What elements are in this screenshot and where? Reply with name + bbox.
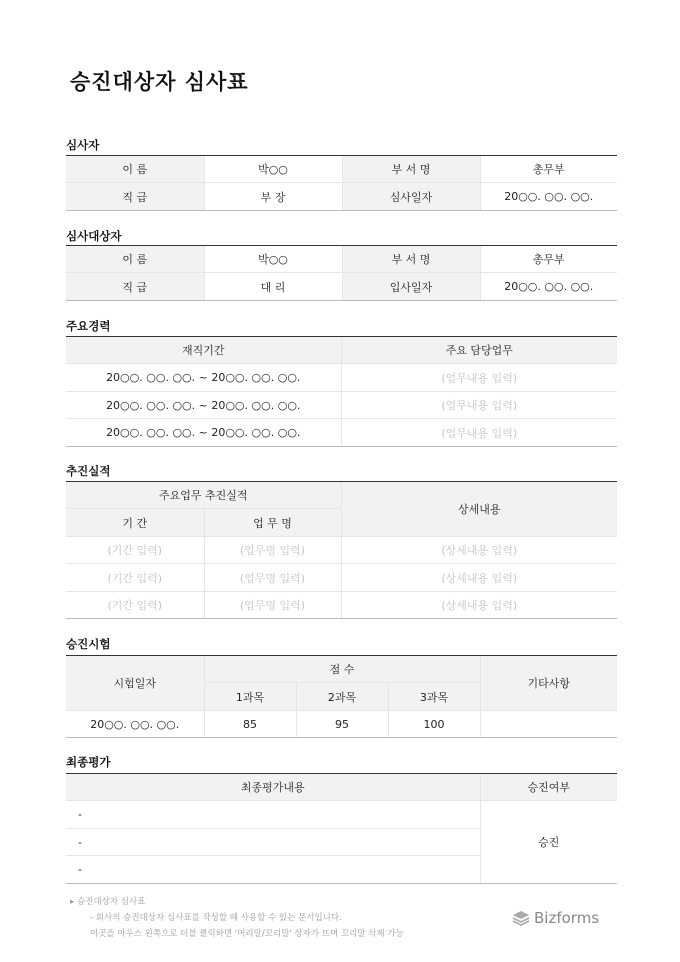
- section-heading-reviewer: 심사자: [66, 138, 100, 152]
- footer-line3: 이곳을 마우스 왼쪽으로 더블 클릭하면 '머리말/꼬리말' 상자가 뜨며 꼬리말 삭제 가능: [90, 929, 404, 939]
- page-title: 승진대상자 심사표: [70, 70, 249, 94]
- performance-period[interactable]: (기간 입력): [66, 564, 204, 592]
- final-result[interactable]: 승진: [480, 801, 617, 884]
- career-col-duty: 주요 담당업무: [341, 337, 617, 364]
- exam-score3[interactable]: 100: [388, 711, 480, 738]
- final-content-row[interactable]: -: [66, 801, 480, 829]
- candidate-date[interactable]: 20○○. ○○. ○○.: [480, 273, 617, 301]
- candidate-name[interactable]: 박○○: [204, 246, 342, 273]
- candidate-table: [66, 245, 617, 301]
- performance-period[interactable]: (기간 입력): [66, 592, 204, 619]
- performance-col-detail: 상세내용: [341, 482, 617, 537]
- final-content-row[interactable]: -: [66, 856, 480, 884]
- brand-name: Bizforms: [534, 909, 600, 927]
- reviewer-date[interactable]: 20○○. ○○. ○○.: [480, 183, 617, 211]
- career-duty[interactable]: (업무내용 입력): [341, 364, 617, 392]
- performance-table: [66, 481, 617, 619]
- candidate-dept[interactable]: 총무부: [480, 246, 617, 273]
- label-dept: 부 서 명: [342, 246, 480, 273]
- exam-date[interactable]: 20○○. ○○. ○○.: [66, 711, 204, 738]
- reviewer-rank[interactable]: 부 장: [204, 183, 342, 211]
- footer-note: [70, 894, 404, 942]
- performance-detail[interactable]: (상세내용 입력): [341, 564, 617, 592]
- career-period[interactable]: 20○○. ○○. ○○. ~ 20○○. ○○. ○○.: [66, 364, 341, 392]
- career-period[interactable]: 20○○. ○○. ○○. ~ 20○○. ○○. ○○.: [66, 392, 341, 419]
- performance-col-task: 업 무 명: [204, 509, 341, 537]
- section-heading-career: 주요경력: [66, 319, 111, 333]
- exam-col-date: 시험일자: [66, 656, 204, 711]
- reviewer-name[interactable]: 박○○: [204, 156, 342, 183]
- career-period[interactable]: 20○○. ○○. ○○. ~ 20○○. ○○. ○○.: [66, 419, 341, 447]
- performance-col-period: 기 간: [66, 509, 204, 537]
- reviewer-dept[interactable]: 총무부: [480, 156, 617, 183]
- performance-task[interactable]: (업무명 입력): [204, 537, 341, 564]
- label-name: 이 름: [66, 156, 204, 183]
- section-heading-performance: 추진실적: [66, 464, 111, 478]
- final-col-content: 최종평가내용: [66, 774, 480, 801]
- performance-detail[interactable]: (상세내용 입력): [341, 592, 617, 619]
- footer-line1: [70, 894, 404, 910]
- section-heading-candidate: 심사대상자: [66, 229, 122, 243]
- exam-col-subject2: 2과목: [296, 683, 388, 711]
- label-rank: 직 급: [66, 183, 204, 211]
- brand-logo: [512, 909, 599, 927]
- triangle-icon: ▸: [70, 897, 75, 907]
- section-heading-final: 최종평가: [66, 755, 111, 769]
- career-col-period: 재직기간: [66, 337, 341, 364]
- final-content-row[interactable]: -: [66, 829, 480, 856]
- exam-col-subject3: 3과목: [388, 683, 480, 711]
- exam-table: [66, 655, 617, 738]
- performance-task[interactable]: (업무명 입력): [204, 592, 341, 619]
- exam-score2[interactable]: 95: [296, 711, 388, 738]
- performance-task[interactable]: (업무명 입력): [204, 564, 341, 592]
- career-duty[interactable]: (업무내용 입력): [341, 392, 617, 419]
- label-rank: 직 급: [66, 273, 204, 301]
- final-col-result: 승진여부: [480, 774, 617, 801]
- career-table: [66, 336, 617, 447]
- exam-col-etc: 기타사항: [480, 656, 617, 711]
- label-join-date: 입사일자: [342, 273, 480, 301]
- exam-score1[interactable]: 85: [204, 711, 296, 738]
- label-name: 이 름: [66, 246, 204, 273]
- exam-etc[interactable]: [480, 711, 617, 738]
- reviewer-table: [66, 155, 617, 211]
- label-review-date: 심사일자: [342, 183, 480, 211]
- label-dept: 부 서 명: [342, 156, 480, 183]
- candidate-rank[interactable]: 대 리: [204, 273, 342, 301]
- section-heading-exam: 승진시험: [66, 637, 111, 651]
- performance-period[interactable]: (기간 입력): [66, 537, 204, 564]
- footer-line2: - 회사의 승진대상자 심사표를 작성할 때 사용할 수 있는 문서입니다.: [90, 913, 342, 923]
- final-table: [66, 773, 617, 884]
- performance-detail[interactable]: (상세내용 입력): [341, 537, 617, 564]
- stack-icon: [512, 910, 530, 926]
- exam-col-subject1: 1과목: [204, 683, 296, 711]
- exam-col-score: 점 수: [204, 656, 480, 683]
- footer-title: 승진대상자 심사표: [76, 897, 146, 907]
- career-duty[interactable]: (업무내용 입력): [341, 419, 617, 447]
- performance-group-header: 주요업무 추진실적: [66, 482, 341, 509]
